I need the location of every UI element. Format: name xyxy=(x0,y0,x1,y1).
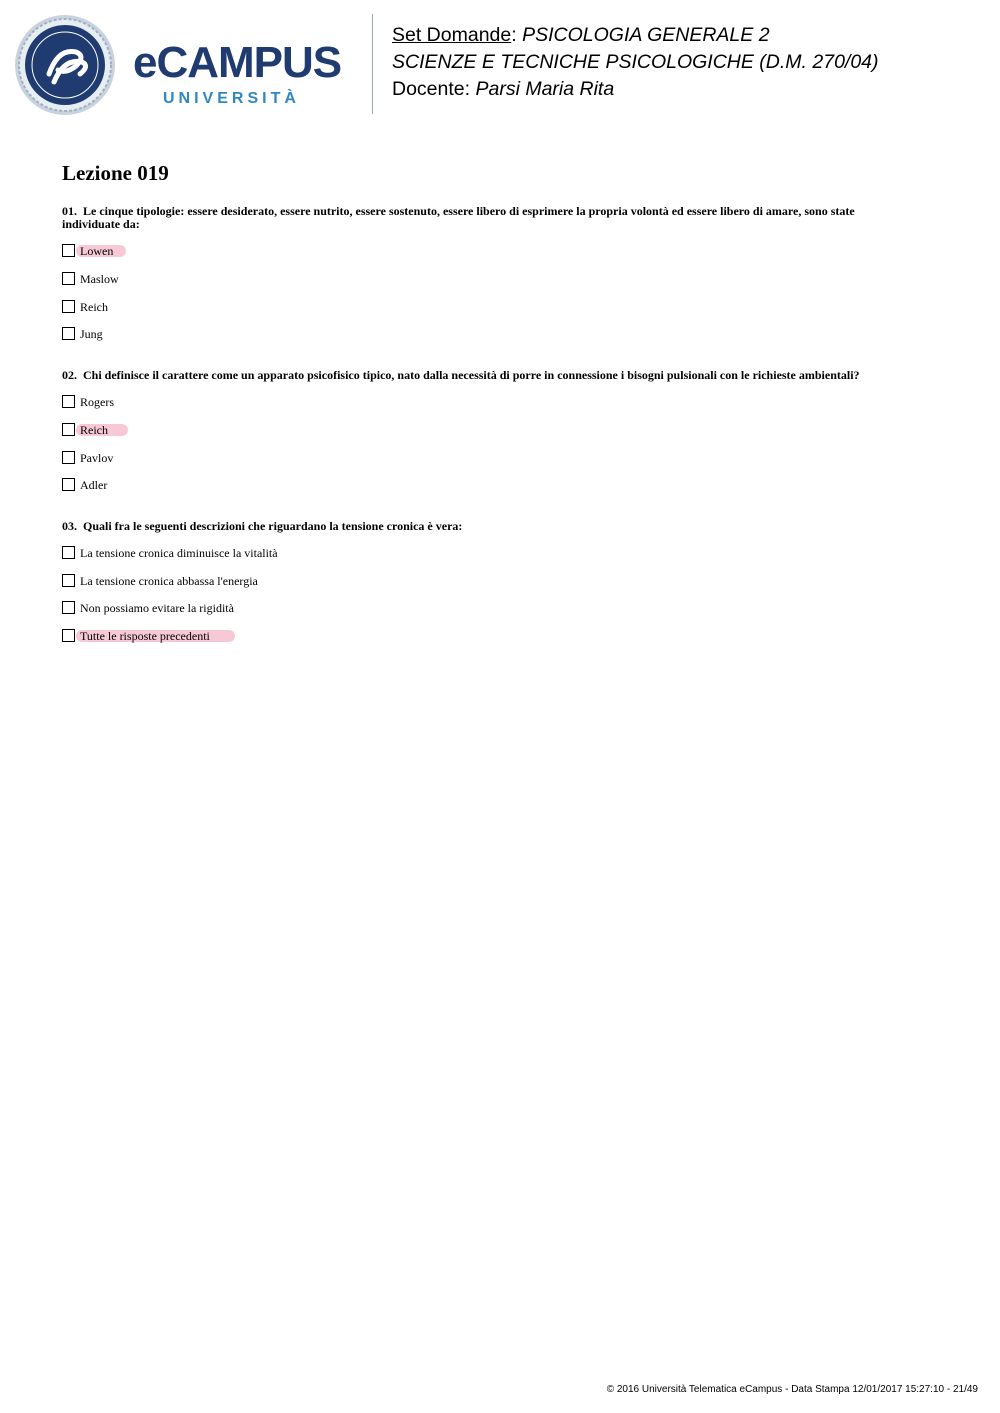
checkbox[interactable] xyxy=(62,451,75,464)
checkbox[interactable] xyxy=(62,327,75,340)
option-label: Reich xyxy=(80,300,108,314)
question-3 xyxy=(62,519,912,643)
option-item[interactable] xyxy=(62,598,462,618)
option-item[interactable] xyxy=(62,324,462,344)
question-body: Le cinque tipologie: essere desiderato, essere nutrito, essere sostenuto, essere libero di esprimere la propria volontà ed essere libero di amare, sono state individuate da: xyxy=(62,204,855,231)
checkbox[interactable] xyxy=(62,272,75,285)
option-label: Non possiamo evitare la rigidità xyxy=(80,601,234,615)
question-number: 02. xyxy=(62,368,77,382)
set-label: Set Domande xyxy=(392,24,512,46)
option-label: La tensione cronica diminuisce la vitalità xyxy=(80,546,278,560)
question-body: Chi definisce il carattere come un apparato psicofisico tipico, nato dalla necessità di porre in connessione i bisogni pulsionali con le richieste ambientali? xyxy=(83,368,860,382)
option-label: Reich xyxy=(80,423,108,437)
checkbox[interactable] xyxy=(62,395,75,408)
checkbox[interactable] xyxy=(62,423,75,436)
teacher-line xyxy=(392,76,982,103)
checkbox[interactable] xyxy=(62,574,75,587)
option-item[interactable] xyxy=(62,448,462,468)
option-item[interactable] xyxy=(62,571,462,591)
course-name: PSICOLOGIA GENERALE 2 xyxy=(522,24,770,46)
university-seal-icon xyxy=(14,14,116,116)
option-item[interactable] xyxy=(62,269,462,289)
question-2 xyxy=(62,368,912,492)
checkbox[interactable] xyxy=(62,601,75,614)
option-label: La tensione cronica abbassa l'energia xyxy=(80,574,258,588)
question-text xyxy=(62,205,912,231)
page-header xyxy=(0,0,1000,130)
option-label: Maslow xyxy=(80,272,119,286)
question-text xyxy=(62,520,912,533)
checkbox[interactable] xyxy=(62,300,75,313)
option-item[interactable] xyxy=(62,241,462,261)
university-logo xyxy=(133,38,355,116)
logo-brand: eCAMPUS xyxy=(133,38,342,87)
option-label: Jung xyxy=(80,327,103,341)
question-number: 03. xyxy=(62,519,77,533)
option-label: Pavlov xyxy=(80,451,114,465)
checkbox[interactable] xyxy=(62,478,75,491)
option-label: Tutte le risposte precedenti xyxy=(80,629,210,643)
question-text xyxy=(62,369,912,382)
logo-subtitle: UNIVERSITÀ xyxy=(163,90,300,107)
set-line: Set Domande: PSICOLOGIA GENERALE 2 xyxy=(392,24,770,46)
lesson-title: Lezione 019 xyxy=(62,161,169,185)
option-item[interactable] xyxy=(62,543,462,563)
degree-line xyxy=(392,49,982,76)
option-label: Adler xyxy=(80,478,108,492)
option-item[interactable] xyxy=(62,626,462,646)
page-footer: © 2016 Università Telematica eCampus - Data Stampa 12/01/2017 15:27:10 - 21/49 xyxy=(606,1384,978,1395)
header-divider xyxy=(372,14,373,114)
checkbox[interactable] xyxy=(62,629,75,642)
teacher-name: Parsi Maria Rita xyxy=(475,78,615,100)
option-label: Rogers xyxy=(80,395,114,409)
teacher-label: Docente: xyxy=(392,78,471,100)
checkbox[interactable] xyxy=(62,546,75,559)
question-body: Quali fra le seguenti descrizioni che riguardano la tensione cronica è vera: xyxy=(83,519,463,533)
option-label: Lowen xyxy=(80,244,114,258)
header-info xyxy=(392,22,982,103)
checkbox[interactable] xyxy=(62,244,75,257)
option-item[interactable] xyxy=(62,392,462,412)
degree-name: SCIENZE E TECNICHE PSICOLOGICHE (D.M. 270/04) xyxy=(392,51,879,73)
option-item[interactable] xyxy=(62,475,462,495)
question-number: 01. xyxy=(62,204,77,218)
option-item[interactable] xyxy=(62,420,462,440)
option-item[interactable] xyxy=(62,297,462,317)
question-1 xyxy=(62,204,912,341)
